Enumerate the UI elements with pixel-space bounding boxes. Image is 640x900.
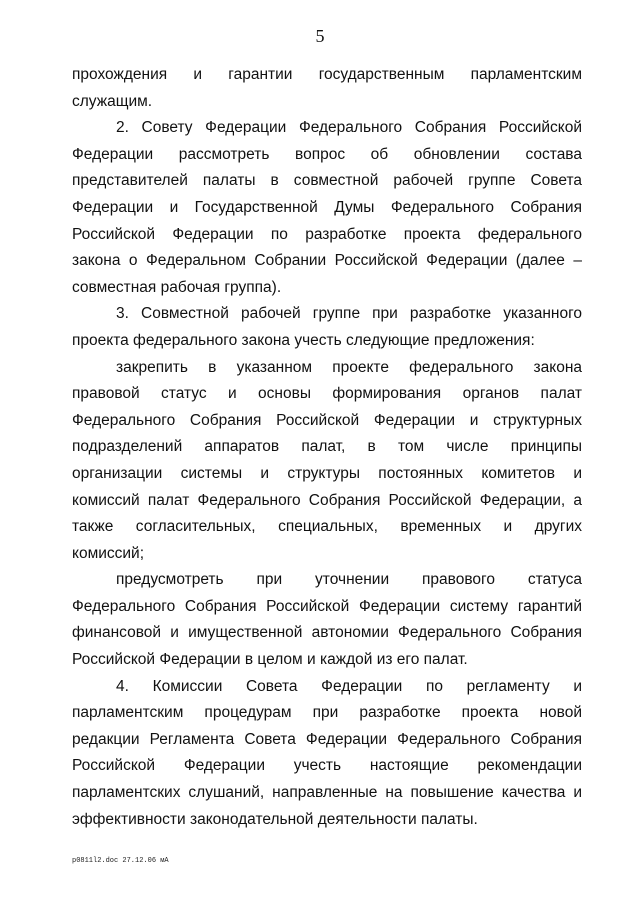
text-line: служащим. xyxy=(72,92,153,110)
text-line: подразделений аппаратов палат, в том числе принципы xyxy=(72,438,582,456)
text-line: финансовой и имущественной автономии Федерального Собрания xyxy=(72,624,582,642)
text-line: закона о Федеральном Собрании Российской Федерации (далее – xyxy=(72,252,582,270)
text-line: Российской Федерации по разработке проекта федерального xyxy=(72,225,582,243)
text-line: комиссий; xyxy=(72,544,145,562)
text-line: предусмотреть при уточнении правового статуса xyxy=(116,571,582,589)
text-line: комиссий палат Федерального Собрания Российской Федерации, а xyxy=(72,491,582,509)
text-line: закрепить в указанном проекте федерального закона xyxy=(116,358,582,376)
text-line: Федерации и Государственной Думы Федерального Собрания xyxy=(72,198,582,216)
body-text xyxy=(72,62,582,833)
text-line: Федерации рассмотреть вопрос об обновлении состава xyxy=(72,145,582,163)
text-line: Федерального Собрания Российской Федерации и структурных xyxy=(72,411,582,429)
text-line: парламентских слушаний, направленные на повышение качества и xyxy=(72,784,582,802)
text-line: редакции Регламента Совета Федерации Федерального Собрания xyxy=(72,730,582,748)
text-line: 3. Совместной рабочей группе при разработке указанного xyxy=(116,305,582,323)
text-line: Российской Федерации учесть настоящие рекомендации xyxy=(72,757,582,775)
text-line: прохождения и гарантии государственным парламентским xyxy=(72,66,582,83)
text-line: правовой статус и основы формирования органов палат xyxy=(72,385,582,403)
text-line: 2. Совету Федерации Федерального Собрания Российской xyxy=(116,119,582,137)
text-line: совместная рабочая группа). xyxy=(72,278,282,296)
page-number: 5 xyxy=(315,26,325,46)
text-line: эффективности законодательной деятельности палаты. xyxy=(72,810,478,828)
text-line: организации системы и структуры постоянных комитетов и xyxy=(72,464,582,482)
text-line: проекта федерального закона учесть следующие предложения: xyxy=(72,331,535,349)
text-line: Российской Федерации в целом и каждой из его палат. xyxy=(72,651,468,669)
text-line: 4. Комиссии Совета Федерации по регламенту и xyxy=(116,677,582,695)
text-line: представителей палаты в совместной рабочей группе Совета xyxy=(72,172,582,190)
text-line: Федерального Собрания Российской Федерации систему гарантий xyxy=(72,597,582,615)
text-line: также согласительных, специальных, временных и других xyxy=(72,518,582,536)
text-line: парламентским процедурам при разработке проекта новой xyxy=(72,704,582,722)
footer-document-code: p0811l2.doc 27.12.06 мА xyxy=(72,857,169,865)
